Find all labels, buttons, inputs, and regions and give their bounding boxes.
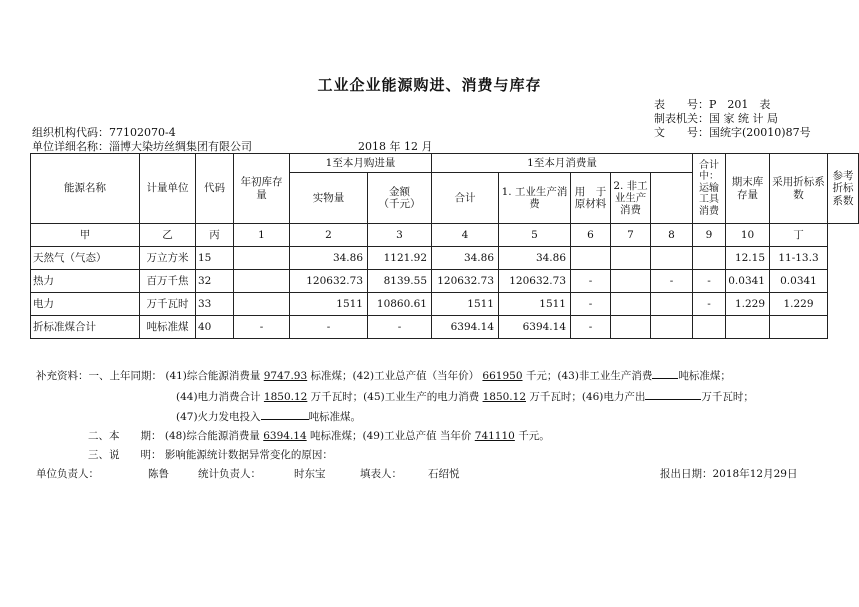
row-closing-stock: - bbox=[693, 270, 726, 293]
row-unit: 百万千焦 bbox=[140, 270, 196, 293]
index-cell: 丁 bbox=[770, 224, 828, 247]
s44-unit: 万千瓦时； bbox=[310, 391, 364, 403]
index-cell: 10 bbox=[726, 224, 770, 247]
table-row bbox=[31, 270, 859, 293]
row-non-industrial bbox=[611, 293, 651, 316]
row-transport bbox=[651, 247, 693, 270]
row-opening-stock: - bbox=[234, 316, 290, 339]
s49-label: (49)工业总产值 当年价 bbox=[362, 430, 472, 442]
filler-name: 石绍悦 bbox=[428, 468, 460, 480]
index-cell: 8 bbox=[651, 224, 693, 247]
unit-head-label: 单位负责人： bbox=[36, 468, 99, 480]
row-purchase-qty: 120632.73 bbox=[290, 270, 368, 293]
s45-unit: 万千瓦时； bbox=[529, 391, 582, 403]
index-cell: 5 bbox=[499, 224, 571, 247]
header-code: 代码 bbox=[196, 154, 234, 224]
s42-label: (42)工业总产值（当年价） bbox=[352, 370, 480, 382]
row-opening-stock bbox=[234, 247, 290, 270]
prev-period-label: 一、上年同期： bbox=[88, 370, 162, 382]
s47-unit: 吨标准煤。 bbox=[308, 411, 362, 423]
s43-blank bbox=[652, 366, 678, 379]
s47-blank bbox=[261, 407, 309, 420]
s43-label: (43)非工业生产消费 bbox=[557, 370, 653, 382]
row-non-industrial bbox=[611, 270, 651, 293]
s42-unit: 千元； bbox=[525, 370, 558, 382]
row-unit: 万立方米 bbox=[140, 247, 196, 270]
header-energy-name: 能源名称 bbox=[31, 154, 140, 224]
org-name bbox=[32, 138, 252, 154]
header-purchase-qty: 实物量 bbox=[290, 173, 368, 224]
energy-table bbox=[30, 153, 859, 339]
report-date bbox=[660, 466, 797, 481]
row-coef-used: 0.0341 bbox=[726, 270, 770, 293]
supplement-line-4 bbox=[88, 428, 550, 443]
row-closing-stock bbox=[693, 247, 726, 270]
s48-label: (48)综合能源消费量 bbox=[164, 430, 260, 442]
row-purchase-qty: 34.86 bbox=[290, 247, 368, 270]
report-month-unit: 月 bbox=[421, 140, 433, 153]
org-code-value: 77102070-4 bbox=[109, 126, 176, 139]
row-total: 120632.73 bbox=[432, 270, 499, 293]
index-row bbox=[31, 224, 859, 247]
header-purchase-group: 1至本月购进量 bbox=[290, 154, 432, 173]
row-coef-used: 1.229 bbox=[726, 293, 770, 316]
row-purchase-qty: - bbox=[290, 316, 368, 339]
supplement-line-1 bbox=[36, 366, 731, 383]
row-unit: 万千瓦时 bbox=[140, 293, 196, 316]
s46-blank bbox=[645, 387, 701, 400]
row-energy-name: 折标准煤合计 bbox=[31, 316, 140, 339]
row-raw-material: - bbox=[571, 293, 611, 316]
form-authority-label: 制表机关： bbox=[654, 112, 709, 125]
s48-unit: 吨标准煤； bbox=[310, 430, 363, 442]
index-cell: 6 bbox=[571, 224, 611, 247]
row-opening-stock bbox=[234, 293, 290, 316]
header-total: 合计 bbox=[432, 173, 499, 224]
row-unit: 吨标准煤 bbox=[140, 316, 196, 339]
form-number-value: P 201 表 bbox=[709, 98, 771, 111]
report-date-label: 报出日期： bbox=[660, 468, 713, 480]
row-non-industrial bbox=[611, 316, 651, 339]
s44-label: (44)电力消费合计 bbox=[176, 391, 261, 403]
row-total: 1511 bbox=[432, 293, 499, 316]
s43-unit: 吨标准煤； bbox=[678, 370, 731, 382]
s49-unit: 千元。 bbox=[518, 430, 550, 442]
row-purchase-qty: 1511 bbox=[290, 293, 368, 316]
supplement-label: 补充资料： bbox=[36, 370, 89, 382]
form-doc-label: 文 号： bbox=[654, 126, 709, 139]
row-code: 33 bbox=[196, 293, 234, 316]
row-energy-name: 热力 bbox=[31, 270, 140, 293]
report-period bbox=[358, 138, 433, 154]
report-year-unit: 年 bbox=[389, 140, 401, 153]
index-cell: 9 bbox=[693, 224, 726, 247]
s41-value: 9747.93 bbox=[263, 370, 308, 382]
row-code: 15 bbox=[196, 247, 234, 270]
row-purchase-amount: - bbox=[368, 316, 432, 339]
row-opening-stock bbox=[234, 270, 290, 293]
header-non-industrial: 2. 非工业生产消费 bbox=[611, 173, 651, 224]
s41-unit: 标准煤； bbox=[310, 370, 353, 382]
note-label: 三、说 明： bbox=[88, 449, 162, 461]
s47-label: (47)火力发电投入 bbox=[176, 411, 261, 423]
index-cell: 7 bbox=[611, 224, 651, 247]
s44-value: 1850.12 bbox=[263, 391, 308, 403]
table-row bbox=[31, 247, 859, 270]
current-period-label: 二、本 期： bbox=[88, 430, 162, 442]
row-coef-used bbox=[726, 316, 770, 339]
row-coef-used: 12.15 bbox=[726, 247, 770, 270]
row-purchase-amount: 10860.61 bbox=[368, 293, 432, 316]
org-name-label: 单位详细名称： bbox=[32, 140, 109, 153]
report-year: 2018 bbox=[358, 140, 386, 153]
row-industrial: 6394.14 bbox=[499, 316, 571, 339]
s46-label: (46)电力产出 bbox=[581, 391, 646, 403]
header-purchase-amount: 金额 （千元） bbox=[368, 173, 432, 224]
row-purchase-amount: 8139.55 bbox=[368, 270, 432, 293]
supplement-line-5 bbox=[88, 447, 333, 462]
index-cell: 3 bbox=[368, 224, 432, 247]
s45-value: 1850.12 bbox=[482, 391, 526, 403]
row-transport bbox=[651, 316, 693, 339]
index-cell: 甲 bbox=[31, 224, 140, 247]
s45-label: (45)工业生产的电力消费 bbox=[363, 391, 480, 403]
row-industrial: 120632.73 bbox=[499, 270, 571, 293]
stat-head-label: 统计负责人： bbox=[198, 468, 261, 480]
index-cell: 1 bbox=[234, 224, 290, 247]
form-doc-number bbox=[654, 124, 811, 140]
document-title: 工业企业能源购进、消费与库存 bbox=[317, 76, 542, 94]
header-transport: 合计中：运输工具消费 bbox=[693, 154, 726, 224]
row-non-industrial bbox=[611, 247, 651, 270]
form-doc-value: 国统字(20010)87号 bbox=[709, 126, 811, 139]
row-energy-name: 电力 bbox=[31, 293, 140, 316]
header-raw-material: 用 于原材料 bbox=[571, 173, 611, 224]
header-coef-ref: 参考折标系数 bbox=[828, 154, 859, 224]
row-code: 32 bbox=[196, 270, 234, 293]
header-consumption-group: 1至本月消费量 bbox=[432, 154, 693, 173]
s49-value: 741110 bbox=[474, 430, 515, 442]
row-purchase-amount: 1121.92 bbox=[368, 247, 432, 270]
org-code-label: 组织机构代码： bbox=[32, 126, 109, 139]
form-number-label: 表 号： bbox=[654, 98, 709, 111]
header-coef-used: 采用折标系数 bbox=[770, 154, 828, 224]
row-raw-material: - bbox=[571, 316, 611, 339]
header-closing-stock: 期末库存量 bbox=[726, 154, 770, 224]
row-transport bbox=[651, 293, 693, 316]
row-industrial: 34.86 bbox=[499, 247, 571, 270]
row-total: 6394.14 bbox=[432, 316, 499, 339]
row-raw-material: - bbox=[571, 270, 611, 293]
form-authority-value: 国 家 统 计 局 bbox=[709, 112, 778, 125]
row-total: 34.86 bbox=[432, 247, 499, 270]
header-opening-stock: 年初库存量 bbox=[234, 154, 290, 224]
s41-label: (41)综合能源消费量 bbox=[165, 370, 261, 382]
table-row bbox=[31, 293, 859, 316]
s48-value: 6394.14 bbox=[263, 430, 307, 442]
supplement-line-2 bbox=[176, 387, 754, 404]
row-coef-ref: 11-13.3 bbox=[770, 247, 828, 270]
index-cell: 2 bbox=[290, 224, 368, 247]
supplement-line-3 bbox=[176, 407, 361, 424]
row-raw-material bbox=[571, 247, 611, 270]
report-month: 12 bbox=[404, 140, 418, 153]
note-text: 影响能源统计数据异常变化的原因： bbox=[164, 449, 333, 461]
row-transport: - bbox=[651, 270, 693, 293]
s46-unit: 万千瓦时； bbox=[701, 391, 754, 403]
row-coef-ref: 1.229 bbox=[770, 293, 828, 316]
row-code: 40 bbox=[196, 316, 234, 339]
header-industrial: 1. 工业生产消费 bbox=[499, 173, 571, 224]
row-closing-stock bbox=[693, 316, 726, 339]
report-date-value: 2018年12月29日 bbox=[712, 468, 798, 480]
row-energy-name: 天然气（气态） bbox=[31, 247, 140, 270]
index-cell: 乙 bbox=[140, 224, 196, 247]
row-industrial: 1511 bbox=[499, 293, 571, 316]
filler-label: 填表人： bbox=[360, 468, 402, 480]
header-unit: 计量单位 bbox=[140, 154, 196, 224]
stat-head-name: 时东宝 bbox=[294, 468, 326, 480]
index-cell: 丙 bbox=[196, 224, 234, 247]
table-row bbox=[31, 316, 859, 339]
index-cell: 4 bbox=[432, 224, 499, 247]
unit-head-name: 陈鲁 bbox=[148, 468, 169, 480]
s42-value: 661950 bbox=[482, 370, 523, 382]
org-name-value: 淄博大染坊丝绸集团有限公司 bbox=[109, 140, 252, 153]
row-closing-stock: - bbox=[693, 293, 726, 316]
row-coef-ref bbox=[770, 316, 828, 339]
row-coef-ref: 0.0341 bbox=[770, 270, 828, 293]
